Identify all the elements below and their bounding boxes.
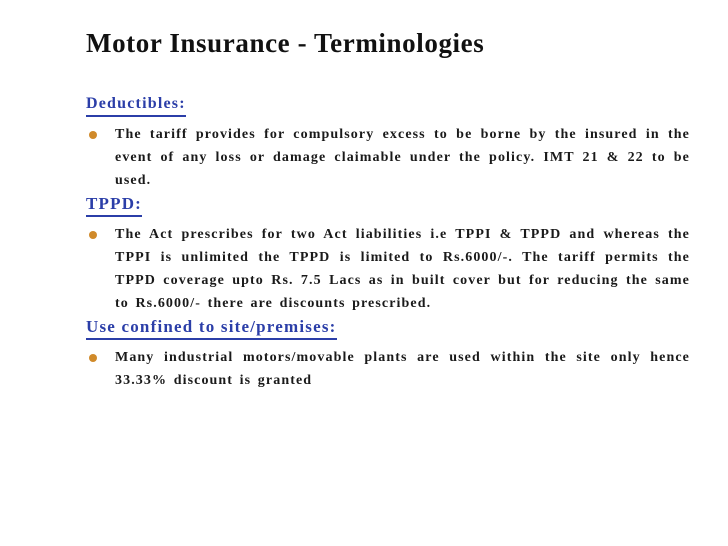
section-heading: TPPD: (86, 194, 142, 217)
bullet-text: The Act prescribes for two Act liabilities i.e TPPI & TPPD and whereas the TPPI is unlimited the TPPD is limited to Rs.6000/-. The tariff permits the TPPD coverage upto Rs. 7.5 Lacs as in built cover but for reducing the same to Rs.6000/- there are discounts prescribed. (115, 227, 690, 311)
bullet-dot-icon (89, 231, 97, 239)
section-heading: Deductibles: (86, 94, 186, 117)
section-deductibles (86, 94, 690, 192)
bullet-dot-icon (89, 354, 97, 362)
bullet-item (86, 346, 690, 392)
bullet-item (86, 223, 690, 315)
bullet-dot-icon (89, 131, 97, 139)
section-tppd (86, 194, 690, 315)
bullet-text: Many industrial motors/movable plants are used within the site only hence 33.33% discount is granted (115, 350, 690, 388)
bullet-item (86, 123, 690, 192)
section-use-confined (86, 317, 690, 392)
bullet-text: The tariff provides for compulsory excess to be borne by the insured in the event of any loss or damage claimable under the policy. IMT 21 & 22 to be used. (115, 127, 690, 188)
slide-title: Motor Insurance - Terminologies (86, 28, 485, 58)
slide-content (86, 94, 690, 394)
section-heading: Use confined to site/premises: (86, 317, 337, 340)
